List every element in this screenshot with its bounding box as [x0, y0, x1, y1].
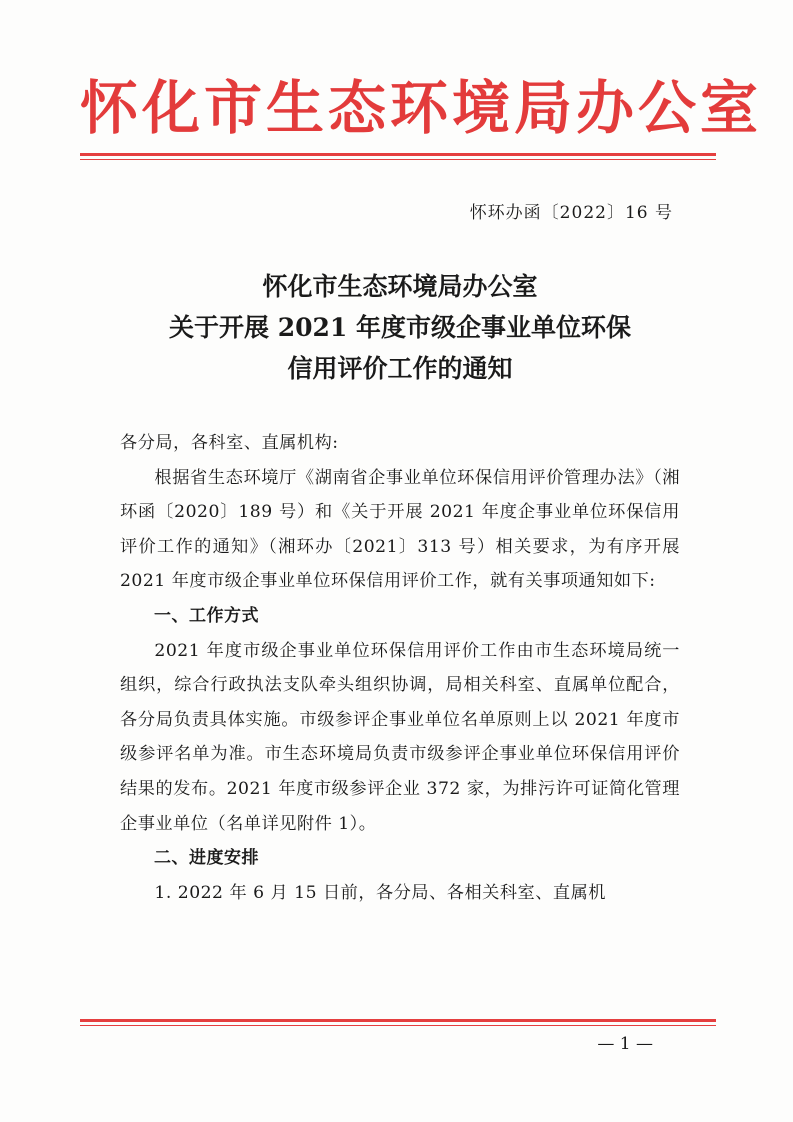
letterhead-title: 怀化市生态环境局办公室: [80, 74, 763, 142]
document-body: [120, 426, 680, 910]
document-title: [80, 266, 720, 389]
section-heading-1: 一、工作方式: [154, 605, 259, 626]
footer-rule-thin: [80, 1025, 716, 1026]
intro-paragraph: 根据省生态环境厅《湖南省企事业单位环保信用评价管理办法》（湘环函〔2020〕189 号）和《关于开展 2021 年度企事业单位环保信用评价工作的通知》（湘环办〔2021〕313 号）相关要求，为有序开展 2021 年度市级企事业单位环保信用评价工作，就有关事项通知如下:: [120, 467, 680, 592]
title-line-3: 信用评价工作的通知: [287, 354, 513, 383]
title-line-2: 关于开展 2021 年度市级企事业单位环保: [169, 313, 631, 342]
section-heading-2: 二、进度安排: [154, 848, 259, 869]
footer-rule-thick: [80, 1019, 716, 1022]
title-line-1: 怀化市生态环境局办公室: [262, 272, 538, 301]
page-number: — 1 —: [597, 1034, 653, 1054]
letterhead-rule-thin: [80, 159, 716, 160]
section-1-paragraph: 2021 年度市级企事业单位环保信用评价工作由市生态环境局统一组织，综合行政执法支队牵头组织协调，局相关科室、直属单位配合，各分局负责具体实施。市级参评企事业单位名单原则上以 2021 年度市级参评名单为准。市生态环境局负责市级参评企事业单位环保信用评价结果的发布。2021 年度市级参评企业 372 家，为排污许可证简化管理企事业单位（名单详见附件 1）。: [120, 640, 680, 834]
section-2-item-1: 1. 2022 年 6 月 15 日前，各分局、各相关科室、直属机: [154, 882, 606, 903]
document-number: 怀环办函〔2022〕16 号: [469, 203, 673, 223]
salutation: 各分局，各科室、直属机构:: [120, 433, 339, 453]
letterhead-rule-thick: [80, 153, 716, 156]
